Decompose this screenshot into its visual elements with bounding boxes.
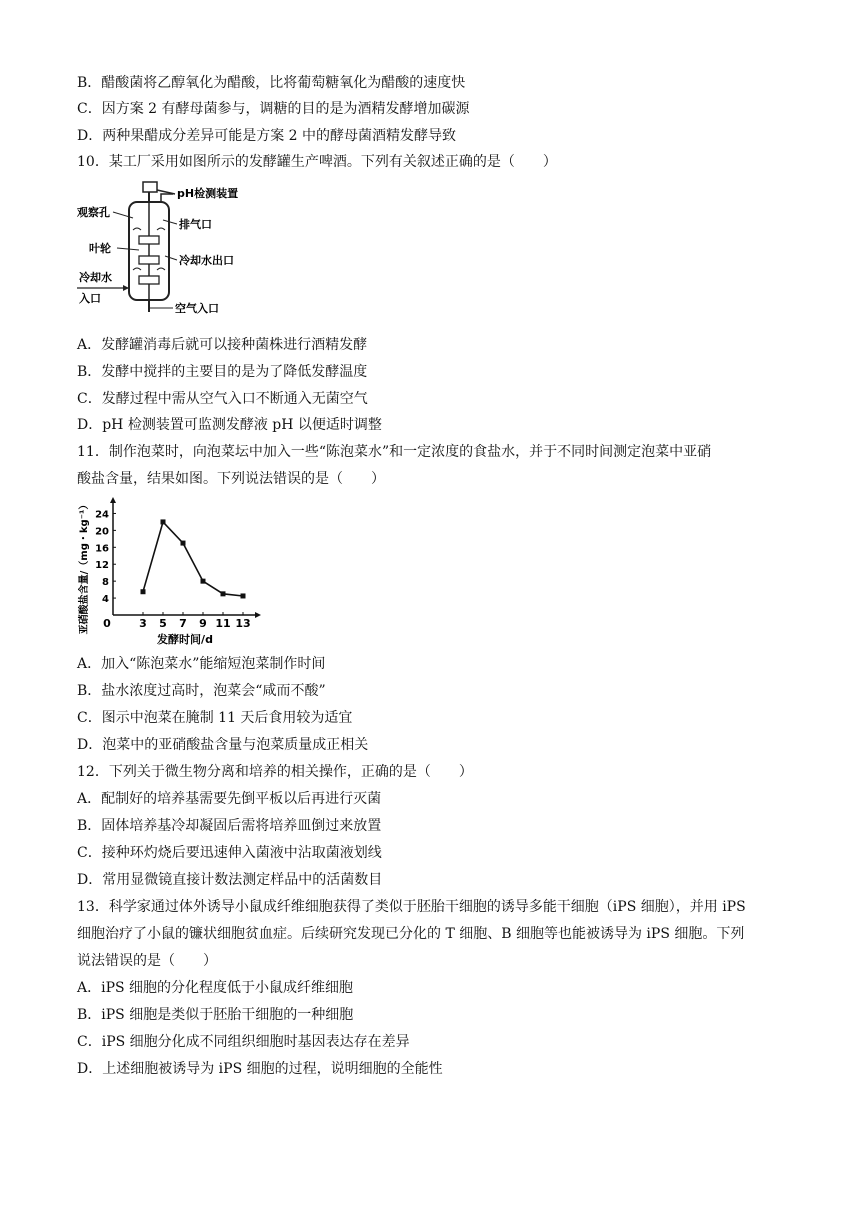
q9-option-c: C．因方案 2 有酵母菌参与，调糖的目的是为酒精发酵增加碳源 [77, 101, 470, 117]
nitrite-chart [77, 497, 262, 647]
q13-option-c: C．iPS 细胞分化成不同组织细胞时基因表达存在差异 [77, 1034, 410, 1050]
q9-option-b: B．醋酸菌将乙醇氧化为醋酸，比将葡萄糖氧化为醋酸的速度快 [77, 75, 466, 91]
x-tick-label: 3 [139, 617, 147, 630]
data-point [141, 589, 146, 594]
y-tick-label: 16 [95, 543, 109, 555]
x-axis-arrow [255, 612, 261, 618]
impeller-icon [139, 236, 159, 284]
y-axis-arrow [110, 497, 116, 503]
q11-stem-line1: 11．制作泡菜时，向泡菜坛中加入一些“陈泡菜水”和一定浓度的食盐水，并于不同时间测定泡菜中亚硝 [77, 444, 712, 460]
label-impeller: 叶轮 [89, 242, 111, 255]
y-tick-label: 8 [102, 577, 109, 589]
series-line [143, 522, 243, 596]
x-tick-label: 13 [235, 617, 251, 630]
label-ph-device: pH检测装置 [177, 187, 239, 200]
q11-option-a: A．加入“陈泡菜水”能缩短泡菜制作时间 [77, 656, 326, 672]
y-tick-label: 4 [102, 594, 109, 606]
data-point [241, 593, 246, 598]
q12-option-c: C．接种环灼烧后要迅速伸入菌液中沾取菌液划线 [77, 845, 382, 861]
q13-stem-line2: 细胞治疗了小鼠的镰状细胞贫血症。后续研究发现已分化的 T 细胞、B 细胞等也能被诱导为 iPS 细胞。下列 [77, 926, 745, 942]
label-cooling-water-out: 冷却水出口 [179, 254, 234, 267]
label-observation-window: 观察孔 [77, 206, 110, 219]
q12-option-a: A．配制好的培养基需要先倒平板以后再进行灭菌 [77, 791, 382, 807]
q11-option-c: C．图示中泡菜在腌制 11 天后食用较为适宜 [77, 710, 353, 726]
x-tick-label: 9 [199, 617, 207, 630]
fermenter-figure [77, 180, 247, 320]
label-air-inlet: 空气入口 [175, 302, 219, 315]
y-axis-label: 亚硝酸盐含量/（mg・kg⁻¹） [79, 499, 90, 635]
x-axis-label: 发酵时间/d [157, 633, 213, 646]
q13-stem-line3: 说法错误的是（ ） [77, 953, 217, 969]
fermenter-diagram [77, 180, 247, 320]
y-tick-label: 12 [95, 560, 109, 572]
ph-device-icon [143, 182, 157, 192]
label-exhaust: 排气口 [179, 218, 212, 231]
q13-option-a: A．iPS 细胞的分化程度低于小鼠成纤维细胞 [77, 980, 354, 996]
q12-option-b: B．固体培养基冷却凝固后需将培养皿倒过来放置 [77, 818, 382, 834]
data-point [181, 541, 186, 546]
q13-option-b: B．iPS 细胞是类似于胚胎干细胞的一种细胞 [77, 1007, 354, 1023]
data-point [201, 579, 206, 584]
x-tick-label: 11 [215, 617, 231, 630]
q11-option-b: B．盐水浓度过高时，泡菜会“咸而不酸” [77, 683, 326, 699]
q12-option-d: D．常用显微镜直接计数法测定样品中的活菌数目 [77, 872, 383, 888]
label-cooling-water-in-2: 入口 [79, 292, 101, 305]
q10-stem: 10．某工厂采用如图所示的发酵罐生产啤酒。下列有关叙述正确的是（ ） [77, 154, 557, 170]
data-point [221, 591, 226, 596]
label-cooling-water-in-1: 冷却水 [79, 271, 112, 284]
nitrite-chart-svg [77, 497, 262, 647]
q13-option-d: D．上述细胞被诱导为 iPS 细胞的过程，说明细胞的全能性 [77, 1061, 443, 1077]
q10-option-b: B．发酵中搅拌的主要目的是为了降低发酵温度 [77, 364, 368, 380]
x-tick-label: 7 [179, 617, 187, 630]
q9-option-d: D．两种果醋成分差异可能是方案 2 中的酵母菌酒精发酵导致 [77, 128, 457, 144]
q10-option-c: C．发酵过程中需从空气入口不断通入无菌空气 [77, 391, 368, 407]
x-tick-label: 5 [159, 617, 167, 630]
y-tick-label: 20 [95, 526, 109, 538]
q11-stem-line2: 酸盐含量，结果如图。下列说法错误的是（ ） [77, 471, 385, 487]
x-tick-label: 0 [103, 617, 111, 630]
q13-stem-line1: 13．科学家通过体外诱导小鼠成纤维细胞获得了类似于胚胎干细胞的诱导多能干细胞（iPS 细胞），并用 iPS [77, 899, 746, 915]
q11-option-d: D．泡菜中的亚硝酸盐含量与泡菜质量成正相关 [77, 737, 369, 753]
y-tick-label: 24 [95, 509, 109, 521]
q12-stem: 12．下列关于微生物分离和培养的相关操作，正确的是（ ） [77, 764, 473, 780]
data-point [161, 519, 166, 524]
q10-option-a: A．发酵罐消毒后就可以接种菌株进行酒精发酵 [77, 337, 368, 353]
q10-option-d: D．pH 检测装置可监测发酵液 pH 以便适时调整 [77, 417, 382, 433]
